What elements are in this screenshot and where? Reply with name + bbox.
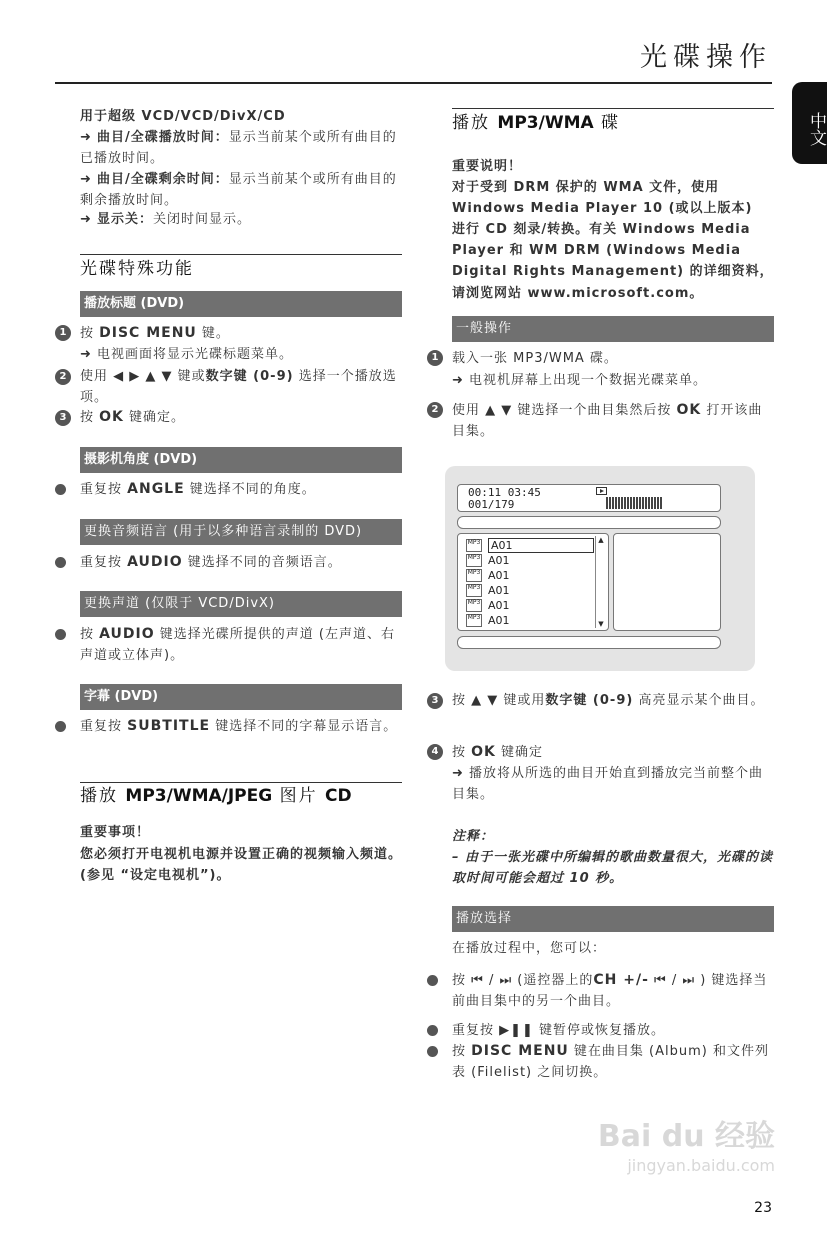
bullet bbox=[55, 629, 66, 640]
bullet-text: 重复按 ANGLE 键选择不同的角度。 bbox=[80, 481, 316, 497]
bullet-text: 重复按 AUDIO 键选择不同的音频语言。 bbox=[80, 554, 342, 570]
section-title: 光碟特殊功能 bbox=[80, 259, 194, 279]
scrollbar[interactable] bbox=[595, 536, 606, 628]
scroll-up-icon: ▲ bbox=[598, 536, 604, 544]
bullet bbox=[427, 1046, 438, 1057]
mp3-file-icon: MP3 bbox=[466, 599, 482, 612]
bullet-text: 按 AUDIO 键选择光碟所提供的声道 (左声道、右声道或立体声)。 bbox=[80, 626, 395, 663]
step-number: 1 bbox=[427, 350, 443, 366]
arrow-icon: ➜ bbox=[452, 373, 470, 388]
step-text: 按 ▲ ▼ 键或用数字键 (0-9) 高亮显示某个曲目。 bbox=[452, 693, 765, 708]
important-heading: 重要事项！ bbox=[80, 825, 151, 840]
intro-heading: 用于超级 VCD/VCD/DivX/CD bbox=[80, 109, 286, 124]
notice-heading: 重要说明！ bbox=[452, 159, 523, 174]
info-bar bbox=[457, 516, 721, 529]
notice-line: 请浏览网站 www.microsoft.com。 bbox=[452, 286, 704, 301]
step-text: 使用 ▲ ▼ 键选择一个曲目集然后按 OK 打开该曲目集。 bbox=[452, 402, 763, 439]
step-text: 按 OK 键确定 bbox=[452, 744, 544, 760]
step-text: 按 DISC MENU 键。 bbox=[80, 325, 230, 341]
list-item[interactable]: MP3 A01 bbox=[467, 569, 510, 582]
step-subtext: ➜ 电视画面将显示光碟标题菜单。 bbox=[80, 347, 294, 362]
mp3-file-icon: MP3 bbox=[466, 569, 482, 582]
note-heading: 注释： bbox=[452, 829, 495, 844]
notice-line: 对于受到 DRM 保护的 WMA 文件，使用 bbox=[452, 180, 720, 195]
subsection-bar: 字幕 (DVD) bbox=[80, 684, 402, 710]
mp3-file-icon: MP3 bbox=[466, 614, 482, 627]
intro-item: ➜ 曲目/全碟剩余时间：显示当前某个或所有曲目的剩余播放时间。 bbox=[80, 172, 397, 208]
mp3-file-icon: MP3 bbox=[466, 554, 482, 567]
section-rule bbox=[452, 108, 774, 109]
bullet bbox=[55, 721, 66, 732]
notice-line: Player 和 WM DRM (Windows Media bbox=[452, 243, 741, 258]
list-item[interactable]: MP3 A01 bbox=[467, 599, 510, 612]
level-meter-icon bbox=[606, 497, 662, 509]
important-text: 您必须打开电视机电源并设置正确的视频输入频道。(参见 “设定电视机”)。 bbox=[80, 847, 403, 883]
time-readout: 00:11 03:45 bbox=[468, 486, 541, 499]
bullet bbox=[55, 484, 66, 495]
step-subtext: ➜ 电视机屏幕上出现一个数据光碟菜单。 bbox=[452, 373, 708, 388]
page-title: 光碟操作 bbox=[640, 42, 772, 73]
arrow-icon: ➜ bbox=[80, 347, 98, 362]
subsection-bar: 更换声道 (仅限于 VCD/DivX) bbox=[80, 591, 402, 617]
list-item[interactable]: MP3 A01 bbox=[466, 538, 596, 553]
bullet bbox=[55, 557, 66, 568]
status-panel bbox=[457, 484, 721, 512]
list-item[interactable]: MP3 A01 bbox=[467, 614, 510, 627]
section-rule bbox=[80, 782, 402, 783]
subsection-bar: 摄影机角度 (DVD) bbox=[80, 447, 402, 473]
intro-item: ➜ 显示关：关闭时间显示。 bbox=[80, 212, 252, 227]
step-number: 3 bbox=[427, 693, 443, 709]
mp3-file-icon: MP3 bbox=[466, 539, 482, 552]
step-number: 4 bbox=[427, 744, 443, 760]
step-number: 3 bbox=[55, 410, 71, 426]
bullet bbox=[427, 1025, 438, 1036]
bullet-text: 重复按 SUBTITLE 键选择不同的字幕显示语言。 bbox=[80, 718, 398, 734]
data-disc-menu-screen bbox=[445, 466, 755, 671]
subsection-bar: 播放标题 (DVD) bbox=[80, 291, 402, 317]
arrow-icon: ➜ bbox=[80, 212, 98, 227]
bullet-text: 按 ⏮ / ⏭ (遥控器上的CH +/- ⏮ / ⏭ ) 键选择当前曲目集中的另一个曲目。 bbox=[452, 972, 768, 1009]
bullet-text: 按 DISC MENU 键在曲目集 (Album) 和文件列表 (Filelist) 之间切换。 bbox=[452, 1043, 769, 1080]
arrow-icon: ➜ bbox=[80, 172, 98, 187]
step-text: 按 OK 键确定。 bbox=[80, 409, 186, 425]
scroll-down-icon: ▼ bbox=[598, 620, 604, 628]
arrow-icon: ➜ bbox=[452, 766, 470, 781]
arrow-icon: ➜ bbox=[80, 130, 98, 145]
mp3-file-icon: MP3 bbox=[466, 584, 482, 597]
notice-line: Digital Rights Management) 的详细资料， bbox=[452, 264, 774, 279]
track-readout: 001/179 bbox=[468, 498, 515, 511]
note-text: – 由于一张光碟中所编辑的歌曲数量很大，光碟的读取时间可能会超过 10 秒。 bbox=[452, 850, 774, 886]
bottom-bar bbox=[457, 636, 721, 649]
header-rule bbox=[55, 82, 772, 84]
file-list[interactable] bbox=[457, 533, 609, 631]
list-item[interactable]: MP3 A01 bbox=[467, 554, 510, 567]
subsection-bar: 一般操作 bbox=[452, 316, 774, 342]
page-number: 23 bbox=[754, 1200, 772, 1216]
subsection-bar: 更换音频语言 (用于以多种语言录制的 DVD) bbox=[80, 519, 402, 545]
notice-line: 进行 CD 刻录/转换。有关 Windows Media bbox=[452, 222, 751, 237]
language-tab: 中文 bbox=[792, 82, 827, 164]
watermark-logo: Bai du 经验 jingyan.baidu.com bbox=[597, 1119, 775, 1175]
step-subtext: ➜ 播放将从所选的曲目开始直到播放完当前整个曲目集。 bbox=[452, 766, 764, 802]
intro-item: ➜ 曲目/全碟播放时间：显示当前某个或所有曲目的已播放时间。 bbox=[80, 130, 397, 166]
notice-line: Windows Media Player 10 (或以上版本) bbox=[452, 201, 753, 216]
step-number: 2 bbox=[55, 369, 71, 385]
section-title: 播放 MP3/WMA 碟 bbox=[452, 113, 621, 133]
step-text: 使用 ◀ ▶ ▲ ▼ 键或数字键 (0-9) 选择一个播放选项。 bbox=[80, 369, 397, 405]
subsection-bar: 播放选择 bbox=[452, 906, 774, 932]
bullet bbox=[427, 975, 438, 986]
step-text: 载入一张 MP3/WMA 碟。 bbox=[452, 351, 618, 366]
step-number: 2 bbox=[427, 402, 443, 418]
section-title: 播放 MP3/WMA/JPEG 图片 CD bbox=[80, 786, 352, 806]
bullet-text: 重复按 ▶❚❚ 键暂停或恢复播放。 bbox=[452, 1023, 666, 1038]
list-item[interactable]: MP3 A01 bbox=[467, 584, 510, 597]
play-icon bbox=[596, 487, 607, 495]
preview-panel bbox=[613, 533, 721, 631]
intro-text: 在播放过程中，您可以： bbox=[452, 941, 607, 956]
section-rule bbox=[80, 254, 402, 255]
step-number: 1 bbox=[55, 325, 71, 341]
